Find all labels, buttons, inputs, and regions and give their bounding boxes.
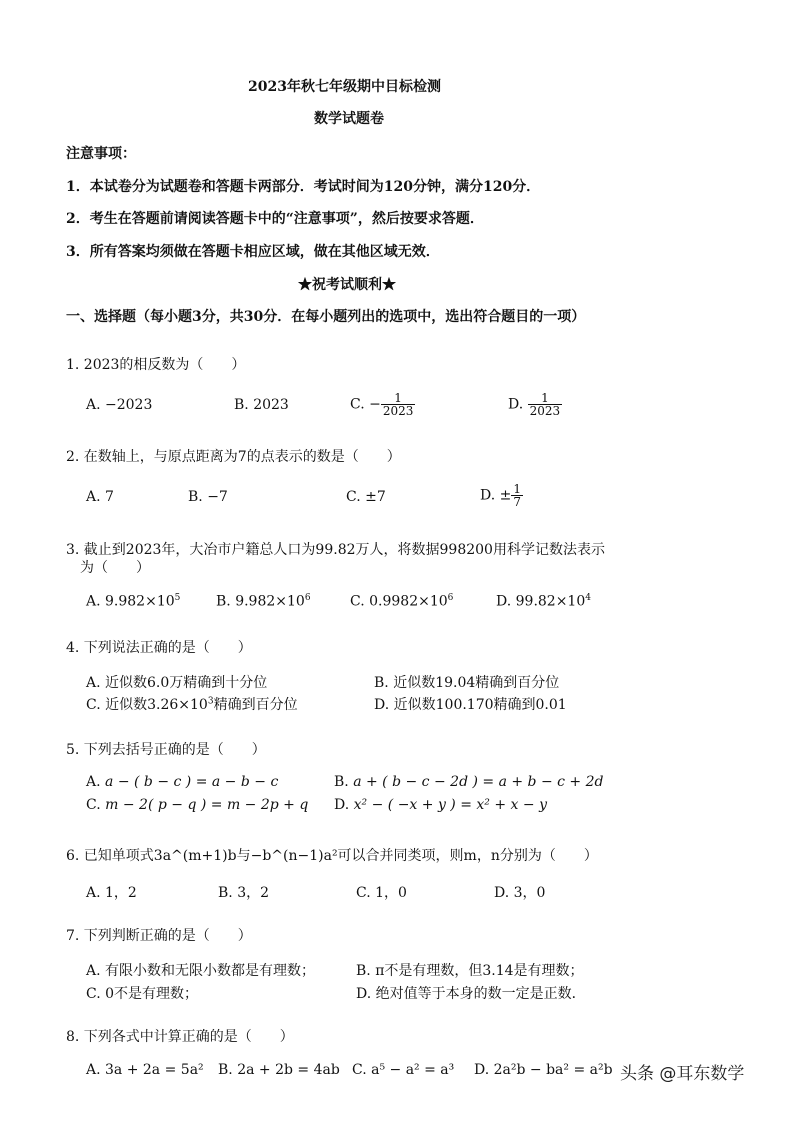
option-b: B. 2a + 2b = 4ab bbox=[218, 1062, 340, 1078]
option-c-post: 精确到百分位 bbox=[213, 697, 298, 713]
question-stem-continued: 为（ ） bbox=[80, 560, 150, 576]
option-a bbox=[86, 774, 278, 790]
option-c: C. ±7 bbox=[346, 489, 386, 505]
fraction-denominator: 7 bbox=[513, 495, 521, 509]
question-stem: 5. 下列去括号正确的是（ ） bbox=[66, 742, 266, 758]
option-c-pre: C. 近似数3.26×10 bbox=[86, 697, 208, 713]
watermark: 头条 @耳东数学 bbox=[620, 1064, 745, 1084]
option-b-base: B. 9.982×10 bbox=[216, 593, 305, 610]
fraction bbox=[511, 483, 523, 508]
good-luck-wish: ★祝考试顺利★ bbox=[298, 277, 396, 293]
fraction-numerator: 1 bbox=[541, 391, 549, 405]
exponent: 4 bbox=[585, 593, 591, 603]
option-d: D. 近似数100.170精确到0.01 bbox=[374, 697, 567, 713]
exam-title: 2023年秋七年级期中目标检测 bbox=[248, 79, 441, 95]
option-c-expression: m − 2( p − q ) = m − 2p + q bbox=[105, 797, 309, 813]
option-b: B. 近似数19.04精确到百分位 bbox=[374, 675, 560, 691]
exponent: 3 bbox=[207, 696, 214, 707]
option-b-expression: a + ( b − c − 2d ) = a + b − c + 2d bbox=[353, 774, 604, 790]
option-d bbox=[496, 593, 591, 610]
fraction-denominator: 2023 bbox=[382, 404, 414, 418]
option-a: A. −2023 bbox=[86, 397, 153, 413]
option-b: B. −7 bbox=[188, 489, 228, 505]
question-stem: 8. 下列各式中计算正确的是（ ） bbox=[66, 1029, 294, 1045]
option-d bbox=[508, 392, 562, 417]
option-d: D. 2a²b − ba² = a²b bbox=[474, 1062, 613, 1078]
option-a-expression: a − ( b − c ) = a − b − c bbox=[105, 774, 279, 790]
option-a: A. 有限小数和无限小数都是有理数； bbox=[86, 963, 316, 979]
question-stem: 2. 在数轴上，与原点距离为7的点表示的数是（ ） bbox=[66, 449, 401, 465]
option-d bbox=[334, 797, 547, 813]
note-item: 1．本试卷分为试题卷和答题卡两部分．考试时间为120分钟，满分120分． bbox=[66, 179, 541, 195]
option-c-base: C. 0.9982×10 bbox=[350, 593, 448, 610]
option-b bbox=[334, 774, 603, 790]
question-stem: 4. 下列说法正确的是（ ） bbox=[66, 640, 252, 656]
note-item: 3．所有答案均须做在答题卡相应区域，做在其他区域无效． bbox=[66, 244, 440, 260]
option-c bbox=[86, 694, 298, 714]
option-a-label: A. bbox=[86, 774, 106, 790]
fraction-denominator: 2023 bbox=[529, 404, 561, 418]
note-item: 2．考生在答题前请阅读答题卡中的“注意事项”，然后按要求答题． bbox=[66, 211, 484, 227]
question-stem: 6. 已知单项式3a^(m+1)b与−b^(n−1)a²可以合并同类项，则m，n分别为（ ） bbox=[66, 848, 598, 864]
option-c bbox=[86, 797, 308, 813]
option-d: D. 绝对值等于本身的数一定是正数． bbox=[356, 986, 586, 1002]
question-stem: 7. 下列判断正确的是（ ） bbox=[66, 928, 252, 944]
exponent: 5 bbox=[174, 593, 181, 603]
section-heading: 一、选择题（每小题3分，共30分．在每小题列出的选项中，选出符合题目的一项） bbox=[66, 309, 586, 325]
fraction bbox=[528, 392, 563, 417]
option-c-prefix: C. − bbox=[350, 396, 381, 413]
option-d-base: D. 99.82×10 bbox=[496, 593, 586, 610]
option-b: B. 3，2 bbox=[218, 885, 270, 901]
option-a bbox=[86, 593, 180, 610]
exponent: 6 bbox=[447, 593, 454, 603]
question-stem: 3. 截止到2023年，大冶市户籍总人口为99.82万人，将数据998200用科学记数法表示 bbox=[66, 542, 605, 558]
option-a-base: A. 9.982×10 bbox=[86, 593, 175, 610]
option-d-prefix: D. bbox=[508, 396, 528, 413]
option-b bbox=[216, 593, 311, 610]
fraction-numerator: 1 bbox=[394, 391, 402, 405]
option-c: C. 0不是有理数； bbox=[86, 986, 199, 1002]
notes-heading: 注意事项： bbox=[66, 146, 136, 162]
option-b-label: B. bbox=[334, 774, 354, 790]
option-c bbox=[350, 593, 453, 610]
option-d-prefix: D. ± bbox=[480, 487, 512, 504]
option-a: A. 近似数6.0万精确到十分位 bbox=[86, 675, 268, 691]
option-d-label: D. bbox=[334, 797, 354, 813]
option-b: B. 2023 bbox=[234, 397, 289, 413]
option-d bbox=[480, 483, 523, 508]
option-c: C. 1，0 bbox=[356, 885, 407, 901]
fraction-numerator: 1 bbox=[513, 482, 521, 496]
exam-subtitle: 数学试题卷 bbox=[314, 111, 384, 127]
option-c bbox=[350, 392, 415, 417]
option-d-expression: x² − ( −x + y ) = x² + x − y bbox=[353, 797, 547, 813]
exponent: 6 bbox=[304, 593, 311, 603]
option-c: C. a⁵ − a² = a³ bbox=[352, 1062, 455, 1078]
option-d: D. 3，0 bbox=[494, 885, 546, 901]
option-b: B. π不是有理数，但3.14是有理数； bbox=[356, 963, 584, 979]
question-stem: 1. 2023的相反数为（ ） bbox=[66, 357, 246, 373]
option-a: A. 3a + 2a = 5a² bbox=[86, 1062, 204, 1078]
option-c-label: C. bbox=[86, 797, 106, 813]
option-a: A. 1，2 bbox=[86, 885, 137, 901]
fraction bbox=[381, 392, 416, 417]
option-a: A. 7 bbox=[86, 489, 114, 505]
